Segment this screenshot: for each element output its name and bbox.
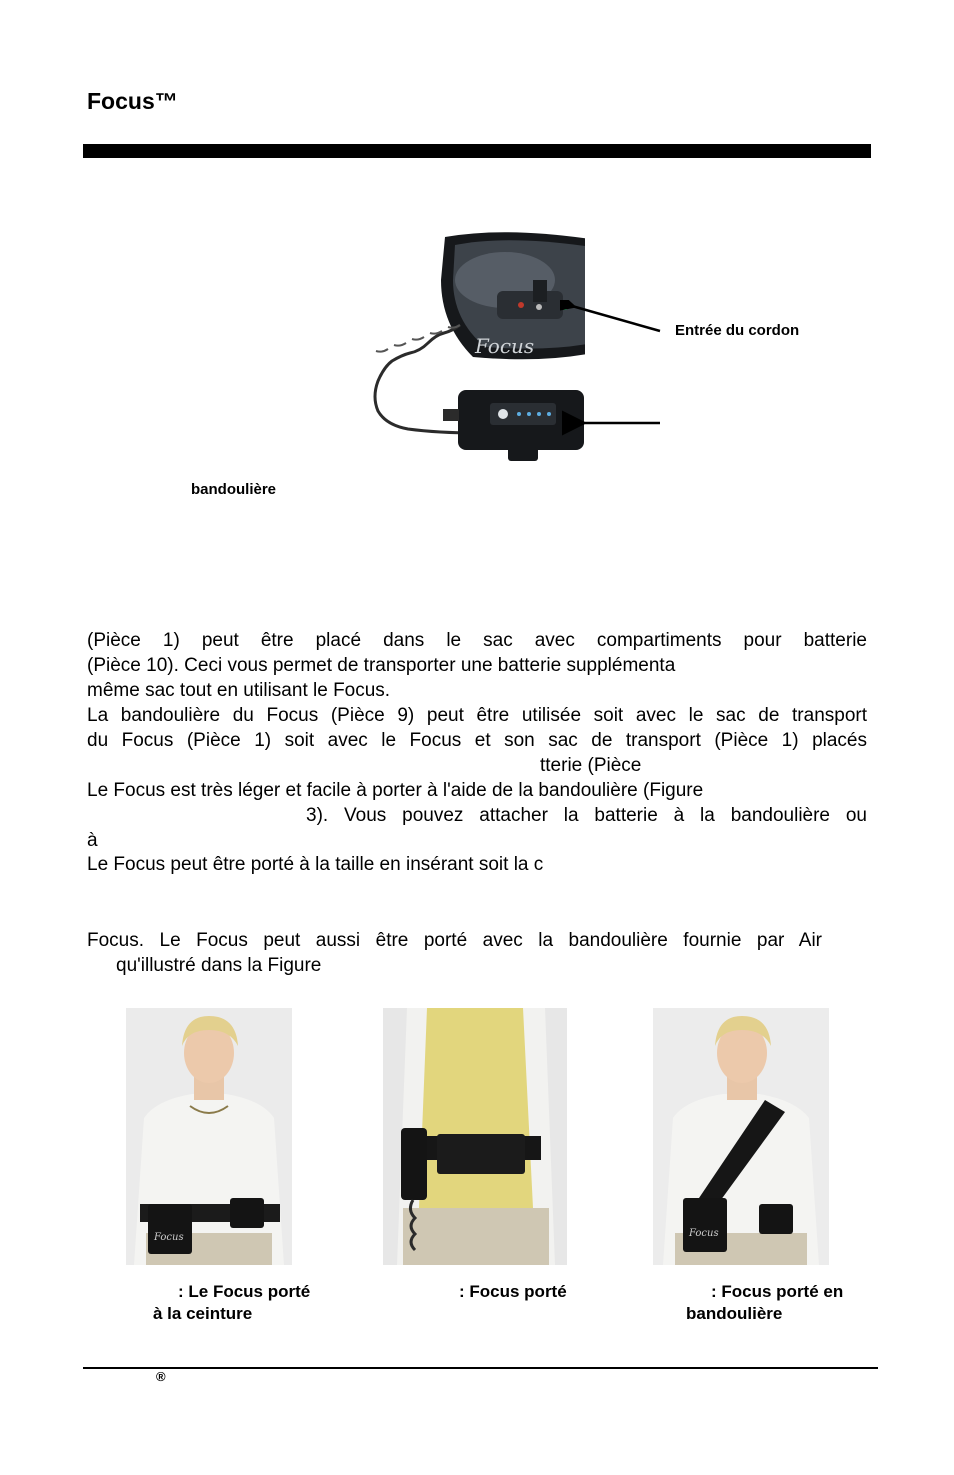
header-rule	[83, 144, 871, 158]
caption-fig1-line1: : Le Focus porté	[178, 1282, 311, 1301]
caption-fig1-line2: à la ceinture	[153, 1304, 253, 1323]
footer-registered-mark: ®	[156, 1369, 166, 1384]
body-line-11: Focus. Le Focus peut aussi être porté avec la bandoulière fournie par Air	[87, 930, 822, 951]
page-title: Focus™	[87, 88, 178, 114]
caption-fig3-line2: bandoulière	[686, 1304, 783, 1323]
callout-arrows	[560, 300, 670, 440]
body-line-5: du Focus (Pièce 1) soit avec le Focus et son sac de transport (Pièce 1) placés	[87, 730, 867, 751]
body-line-8: 3). Vous pouvez attacher la batterie à la bandoulière ou	[306, 805, 867, 826]
label-strap: bandoulière	[191, 481, 277, 498]
body-line-7: Le Focus est très léger et facile à porter à l'aide de la bandoulière (Figure	[87, 780, 704, 801]
body-line-3: même sac tout en utilisant le Focus.	[87, 680, 391, 701]
body-line-1: (Pièce 1) peut être placé dans le sac avec compartiments pour batterie	[87, 630, 867, 651]
body-line-10: Le Focus peut être porté à la taille en insérant soit la c	[87, 854, 544, 875]
svg-text:Focus: Focus	[154, 1232, 184, 1243]
photo-belt	[126, 1008, 292, 1265]
body-line-6: tterie (Pièce	[540, 755, 642, 776]
footer-rule	[83, 1367, 878, 1369]
svg-text:Focus: Focus	[475, 334, 535, 358]
caption-fig2-line1: : Focus porté	[459, 1282, 567, 1301]
body-line-2: (Pièce 10). Ceci vous permet de transporter une batterie supplémenta	[87, 655, 676, 676]
photo-back	[383, 1008, 567, 1265]
caption-fig3-line1: : Focus porté en	[711, 1282, 844, 1301]
svg-text:Focus: Focus	[689, 1228, 719, 1239]
body-line-9: à	[87, 830, 98, 851]
body-line-4: La bandoulière du Focus (Pièce 9) peut être utilisée soit avec le sac de transport	[87, 705, 867, 726]
photo-shoulder	[653, 1008, 829, 1265]
cord-arrow	[572, 306, 660, 331]
device-illustration	[325, 225, 585, 465]
callout-cord-input: Entrée du cordon	[675, 322, 800, 339]
body-line-12: qu'illustré dans la Figure	[116, 955, 322, 976]
device-photo	[325, 225, 585, 465]
